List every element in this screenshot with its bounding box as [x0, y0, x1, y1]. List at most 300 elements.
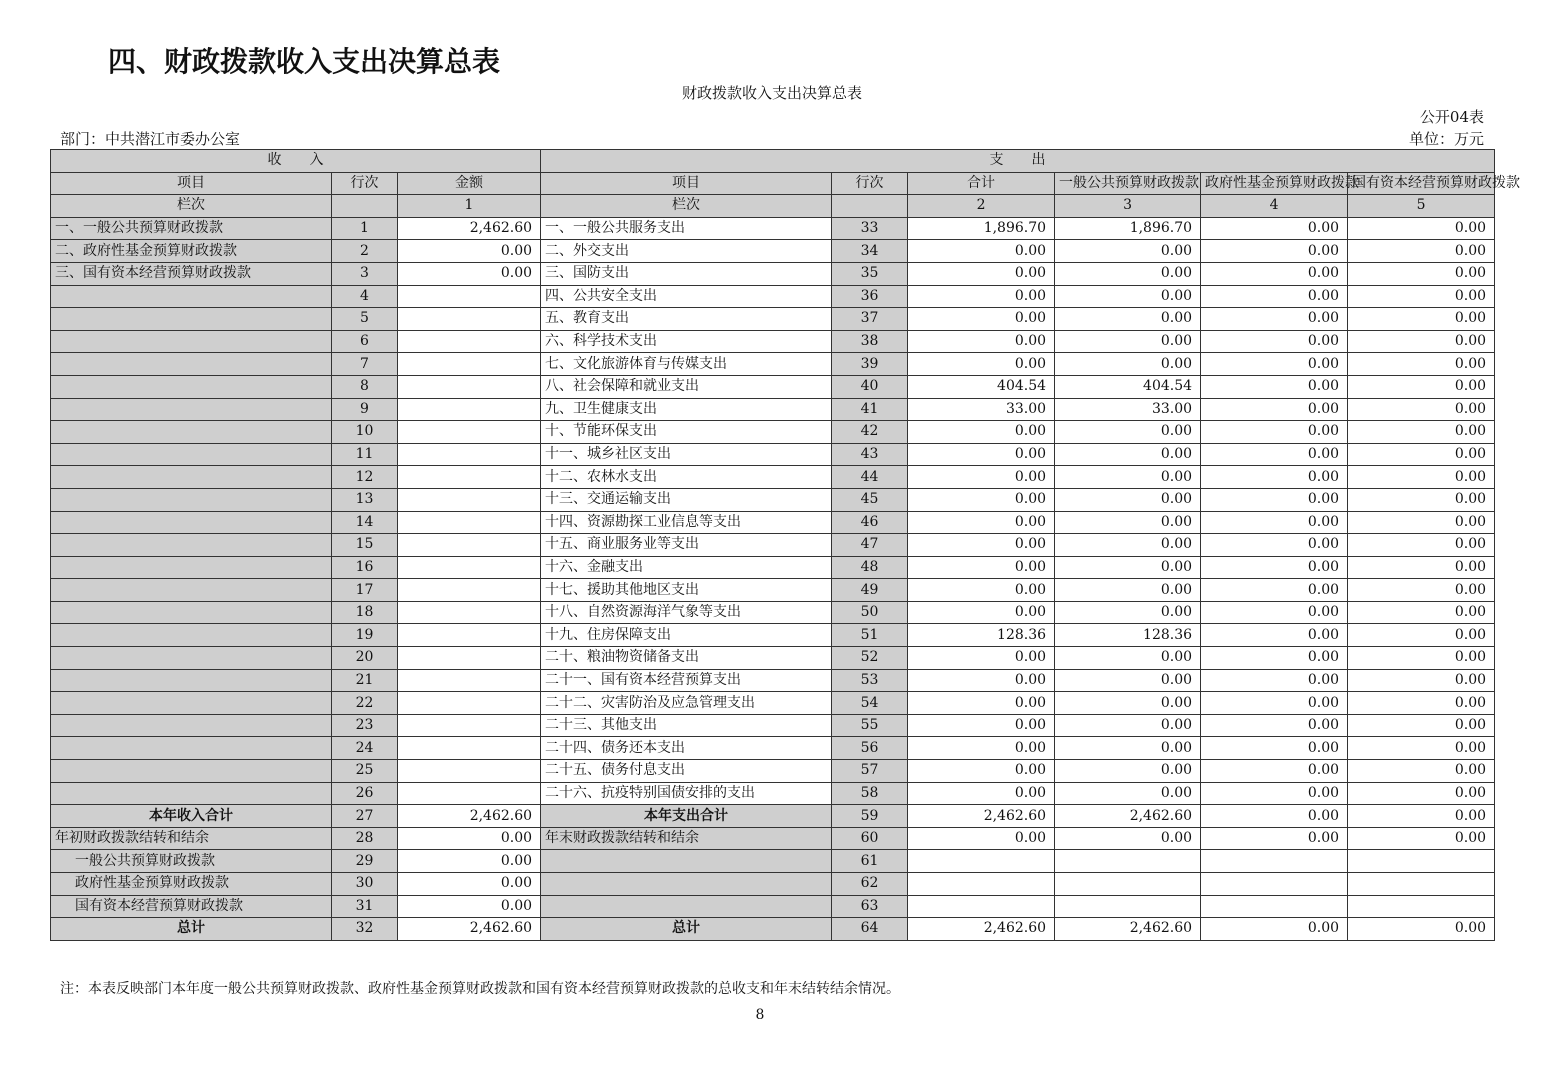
expense-total: [908, 873, 1055, 896]
income-amount: [398, 375, 541, 398]
income-row-no: 12: [332, 466, 398, 489]
col-state: 国有资本经营预算财政拨款: [1348, 172, 1495, 195]
expense-total: 0.00: [908, 511, 1055, 534]
col-expense-item: 项目: [541, 172, 832, 195]
table-row: [51, 601, 1495, 624]
table-row: [51, 353, 1495, 376]
expense-general: 0.00: [1055, 421, 1201, 444]
income-amount: 0.00: [398, 895, 541, 918]
footnote: 注：本表反映部门本年度一般公共预算财政拨款、政府性基金预算财政拨款和国有资本经营预算财政拨款的总收支和年末结转结余情况。: [60, 981, 900, 997]
income-row-no: 7: [332, 353, 398, 376]
income-amount: [398, 692, 541, 715]
expense-row-no: 55: [832, 714, 908, 737]
expense-item: 二十四、债务还本支出: [541, 737, 832, 760]
table-row: [51, 330, 1495, 353]
expense-item: [541, 850, 832, 873]
expense-total: 0.00: [908, 262, 1055, 285]
expense-item: 十九、住房保障支出: [541, 624, 832, 647]
table-row: [51, 895, 1495, 918]
income-item: [51, 692, 332, 715]
income-amount: [398, 398, 541, 421]
expense-total: 0.00: [908, 737, 1055, 760]
income-row-no: 14: [332, 511, 398, 534]
table-row: [51, 850, 1495, 873]
expense-fund: [1201, 895, 1348, 918]
income-item: [51, 488, 332, 511]
income-row-no: 4: [332, 285, 398, 308]
income-row-no: 30: [332, 873, 398, 896]
expense-item: 二十一、国有资本经营预算支出: [541, 669, 832, 692]
expense-total: 0.00: [908, 579, 1055, 602]
expense-fund: 0.00: [1201, 692, 1348, 715]
income-amount: [398, 714, 541, 737]
expense-item: 二十二、灾害防治及应急管理支出: [541, 692, 832, 715]
expense-total: 0.00: [908, 556, 1055, 579]
expense-general: 0.00: [1055, 240, 1201, 263]
income-row-no: 8: [332, 375, 398, 398]
expense-item: 六、科学技术支出: [541, 330, 832, 353]
income-row-no: 29: [332, 850, 398, 873]
income-row-no: 20: [332, 647, 398, 670]
lanci-4: 4: [1201, 195, 1348, 218]
income-item: [51, 466, 332, 489]
expense-total: 2,462.60: [908, 918, 1055, 941]
expense-fund: 0.00: [1201, 737, 1348, 760]
expense-state: [1348, 850, 1495, 873]
expense-item: 十八、自然资源海洋气象等支出: [541, 601, 832, 624]
expense-general: 0.00: [1055, 466, 1201, 489]
expense-item: 总计: [541, 918, 832, 941]
expense-row-no: 60: [832, 827, 908, 850]
expense-total: [908, 850, 1055, 873]
income-item: 三、国有资本经营预算财政拨款: [51, 262, 332, 285]
expense-general: 0.00: [1055, 353, 1201, 376]
expense-row-no: 51: [832, 624, 908, 647]
income-row-no: 18: [332, 601, 398, 624]
expense-general: 0.00: [1055, 443, 1201, 466]
income-header: 收 入: [51, 150, 541, 173]
expense-item: 二、外交支出: [541, 240, 832, 263]
income-item: [51, 285, 332, 308]
income-amount: 0.00: [398, 873, 541, 896]
expense-state: 0.00: [1348, 714, 1495, 737]
expense-state: 0.00: [1348, 398, 1495, 421]
expense-total: 0.00: [908, 827, 1055, 850]
income-row-no: 31: [332, 895, 398, 918]
expense-general: 0.00: [1055, 782, 1201, 805]
table-row: [51, 805, 1495, 828]
expense-general: 128.36: [1055, 624, 1201, 647]
income-item: [51, 714, 332, 737]
income-amount: [398, 308, 541, 331]
expense-general: 0.00: [1055, 601, 1201, 624]
income-amount: [398, 285, 541, 308]
expense-row-no: 33: [832, 217, 908, 240]
expense-item: 二十六、抗疫特别国债安排的支出: [541, 782, 832, 805]
expense-row-no: 58: [832, 782, 908, 805]
income-amount: [398, 737, 541, 760]
expense-item: 一、一般公共服务支出: [541, 217, 832, 240]
income-amount: [398, 511, 541, 534]
income-amount: 2,462.60: [398, 918, 541, 941]
income-amount: [398, 466, 541, 489]
expense-row-no: 63: [832, 895, 908, 918]
income-row-no: 23: [332, 714, 398, 737]
income-item: [51, 398, 332, 421]
income-item: 一般公共预算财政拨款: [51, 850, 332, 873]
table-row: [51, 624, 1495, 647]
lanci-3: 3: [1055, 195, 1201, 218]
income-amount: [398, 782, 541, 805]
expense-state: 0.00: [1348, 443, 1495, 466]
income-row-no: 19: [332, 624, 398, 647]
table-row: [51, 534, 1495, 557]
expense-state: 0.00: [1348, 692, 1495, 715]
budget-table: [50, 149, 1521, 941]
lanci-blank: [332, 195, 398, 218]
expense-state: 0.00: [1348, 624, 1495, 647]
table-row: [51, 782, 1495, 805]
table-row: [51, 398, 1495, 421]
expense-fund: 0.00: [1201, 782, 1348, 805]
income-item: 年初财政拨款结转和结余: [51, 827, 332, 850]
expense-row-no: 56: [832, 737, 908, 760]
table-row: [51, 579, 1495, 602]
expense-item: 九、卫生健康支出: [541, 398, 832, 421]
expense-state: 0.00: [1348, 240, 1495, 263]
expense-row-no: 53: [832, 669, 908, 692]
income-row-no: 1: [332, 217, 398, 240]
expense-item: 十二、农林水支出: [541, 466, 832, 489]
page-number: 8: [755, 1007, 765, 1023]
income-item: [51, 647, 332, 670]
expense-fund: 0.00: [1201, 624, 1348, 647]
expense-item: 十三、交通运输支出: [541, 488, 832, 511]
table-row: [51, 375, 1495, 398]
expense-total: 0.00: [908, 692, 1055, 715]
income-amount: [398, 760, 541, 783]
expense-state: 0.00: [1348, 760, 1495, 783]
expense-fund: 0.00: [1201, 330, 1348, 353]
expense-general: 0.00: [1055, 330, 1201, 353]
expense-fund: 0.00: [1201, 217, 1348, 240]
expense-row-no: 39: [832, 353, 908, 376]
income-item: 本年收入合计: [51, 805, 332, 828]
col-expense-row: 行次: [832, 172, 908, 195]
expense-total: 2,462.60: [908, 805, 1055, 828]
income-row-no: 2: [332, 240, 398, 263]
income-amount: [398, 579, 541, 602]
expense-general: 0.00: [1055, 714, 1201, 737]
expense-row-no: 37: [832, 308, 908, 331]
expense-total: 0.00: [908, 466, 1055, 489]
expense-total: 0.00: [908, 330, 1055, 353]
expense-total: 0.00: [908, 601, 1055, 624]
expense-header: 支 出: [541, 150, 1495, 173]
expense-state: 0.00: [1348, 466, 1495, 489]
expense-fund: 0.00: [1201, 285, 1348, 308]
lanci-2: 2: [908, 195, 1055, 218]
income-amount: 0.00: [398, 240, 541, 263]
expense-general: 0.00: [1055, 692, 1201, 715]
expense-item: 二十、粮油物资储备支出: [541, 647, 832, 670]
expense-row-no: 49: [832, 579, 908, 602]
expense-state: 0.00: [1348, 285, 1495, 308]
table-row: [51, 262, 1495, 285]
expense-item: 十一、城乡社区支出: [541, 443, 832, 466]
expense-general: [1055, 850, 1201, 873]
expense-state: 0.00: [1348, 579, 1495, 602]
income-amount: [398, 624, 541, 647]
lanci-1: 1: [398, 195, 541, 218]
expense-fund: 0.00: [1201, 827, 1348, 850]
expense-item: 年末财政拨款结转和结余: [541, 827, 832, 850]
income-row-no: 27: [332, 805, 398, 828]
income-amount: 2,462.60: [398, 805, 541, 828]
income-item: [51, 737, 332, 760]
expense-general: 1,896.70: [1055, 217, 1201, 240]
expense-general: 0.00: [1055, 827, 1201, 850]
col-total: 合计: [908, 172, 1055, 195]
expense-item: 七、文化旅游体育与传媒支出: [541, 353, 832, 376]
expense-row-no: 45: [832, 488, 908, 511]
expense-fund: 0.00: [1201, 308, 1348, 331]
expense-general: 0.00: [1055, 511, 1201, 534]
income-row-no: 17: [332, 579, 398, 602]
expense-total: 0.00: [908, 443, 1055, 466]
col-fund: 政府性基金预算财政拨款: [1201, 172, 1348, 195]
income-item: [51, 443, 332, 466]
expense-fund: 0.00: [1201, 353, 1348, 376]
expense-state: 0.00: [1348, 534, 1495, 557]
expense-total: 0.00: [908, 714, 1055, 737]
expense-fund: 0.00: [1201, 398, 1348, 421]
expense-fund: 0.00: [1201, 488, 1348, 511]
income-item: [51, 601, 332, 624]
income-amount: [398, 330, 541, 353]
lanci-income: 栏次: [51, 195, 332, 218]
expense-row-no: 35: [832, 262, 908, 285]
income-amount: [398, 534, 541, 557]
expense-total: 128.36: [908, 624, 1055, 647]
table-row: [51, 488, 1495, 511]
income-row-no: 15: [332, 534, 398, 557]
expense-fund: [1201, 850, 1348, 873]
col-income-amount: 金额: [398, 172, 541, 195]
expense-general: 0.00: [1055, 308, 1201, 331]
expense-row-no: 54: [832, 692, 908, 715]
income-amount: [398, 556, 541, 579]
income-item: 二、政府性基金预算财政拨款: [51, 240, 332, 263]
expense-row-no: 44: [832, 466, 908, 489]
expense-total: 0.00: [908, 760, 1055, 783]
expense-general: 0.00: [1055, 737, 1201, 760]
expense-item: 二十五、债务付息支出: [541, 760, 832, 783]
expense-fund: 0.00: [1201, 760, 1348, 783]
table-row: [51, 918, 1495, 941]
expense-total: 0.00: [908, 421, 1055, 444]
income-item: [51, 421, 332, 444]
table-row: [51, 692, 1495, 715]
expense-fund: 0.00: [1201, 375, 1348, 398]
expense-row-no: 38: [832, 330, 908, 353]
expense-total: [908, 895, 1055, 918]
expense-state: [1348, 873, 1495, 896]
expense-state: 0.00: [1348, 488, 1495, 511]
income-amount: 0.00: [398, 827, 541, 850]
expense-row-no: 59: [832, 805, 908, 828]
expense-state: 0.00: [1348, 918, 1495, 941]
income-row-no: 22: [332, 692, 398, 715]
income-row-no: 26: [332, 782, 398, 805]
income-row-no: 6: [332, 330, 398, 353]
expense-state: 0.00: [1348, 262, 1495, 285]
income-item: 国有资本经营预算财政拨款: [51, 895, 332, 918]
table-row: [51, 647, 1495, 670]
table-row: [51, 873, 1495, 896]
expense-item: 四、公共安全支出: [541, 285, 832, 308]
income-amount: [398, 601, 541, 624]
expense-item: 十、节能环保支出: [541, 421, 832, 444]
expense-total: 0.00: [908, 647, 1055, 670]
table-row: [51, 511, 1495, 534]
expense-fund: 0.00: [1201, 601, 1348, 624]
income-row-no: 10: [332, 421, 398, 444]
expense-total: 0.00: [908, 669, 1055, 692]
expense-fund: 0.00: [1201, 511, 1348, 534]
expense-state: 0.00: [1348, 556, 1495, 579]
expense-total: 0.00: [908, 534, 1055, 557]
table-row: [51, 827, 1495, 850]
expense-item: 三、国防支出: [541, 262, 832, 285]
income-item: [51, 375, 332, 398]
income-item: 一、一般公共预算财政拨款: [51, 217, 332, 240]
table-row: [51, 443, 1495, 466]
expense-row-no: 64: [832, 918, 908, 941]
expense-fund: 0.00: [1201, 443, 1348, 466]
lanci-5: 5: [1348, 195, 1495, 218]
table-row: [51, 285, 1495, 308]
expense-fund: 0.00: [1201, 240, 1348, 263]
income-row-no: 3: [332, 262, 398, 285]
expense-fund: 0.00: [1201, 714, 1348, 737]
expense-item: [541, 873, 832, 896]
income-item: [51, 330, 332, 353]
income-item: [51, 534, 332, 557]
income-item: 政府性基金预算财政拨款: [51, 873, 332, 896]
expense-general: [1055, 895, 1201, 918]
expense-row-no: 46: [832, 511, 908, 534]
income-amount: 2,462.60: [398, 217, 541, 240]
income-row-no: 9: [332, 398, 398, 421]
income-amount: [398, 353, 541, 376]
income-item: [51, 308, 332, 331]
expense-fund: 0.00: [1201, 669, 1348, 692]
income-item: [51, 353, 332, 376]
income-amount: [398, 488, 541, 511]
expense-item: 十七、援助其他地区支出: [541, 579, 832, 602]
expense-general: 0.00: [1055, 488, 1201, 511]
table-row: [51, 556, 1495, 579]
expense-state: 0.00: [1348, 353, 1495, 376]
expense-row-no: 41: [832, 398, 908, 421]
expense-fund: 0.00: [1201, 579, 1348, 602]
col-income-item: 项目: [51, 172, 332, 195]
expense-state: 0.00: [1348, 647, 1495, 670]
expense-item: 十五、商业服务业等支出: [541, 534, 832, 557]
expense-item: 五、教育支出: [541, 308, 832, 331]
income-row-no: 21: [332, 669, 398, 692]
expense-total: 33.00: [908, 398, 1055, 421]
income-row-no: 16: [332, 556, 398, 579]
expense-state: 0.00: [1348, 375, 1495, 398]
expense-general: 0.00: [1055, 669, 1201, 692]
expense-total: 0.00: [908, 308, 1055, 331]
income-item: [51, 782, 332, 805]
expense-general: [1055, 873, 1201, 896]
income-item: [51, 556, 332, 579]
table-row: [51, 217, 1495, 240]
income-item: [51, 624, 332, 647]
expense-item: [541, 895, 832, 918]
page-title: 四、财政拨款收入支出决算总表: [108, 45, 501, 78]
expense-general: 0.00: [1055, 285, 1201, 308]
expense-fund: 0.00: [1201, 556, 1348, 579]
expense-item: 十四、资源勘探工业信息等支出: [541, 511, 832, 534]
expense-state: 0.00: [1348, 421, 1495, 444]
expense-general: 0.00: [1055, 534, 1201, 557]
expense-item: 十六、金融支出: [541, 556, 832, 579]
col-general: 一般公共预算财政拨款: [1055, 172, 1201, 195]
expense-state: 0.00: [1348, 330, 1495, 353]
expense-total: 1,896.70: [908, 217, 1055, 240]
expense-state: 0.00: [1348, 827, 1495, 850]
table-row: [51, 240, 1495, 263]
income-item: [51, 511, 332, 534]
expense-fund: 0.00: [1201, 918, 1348, 941]
income-item: 总计: [51, 918, 332, 941]
expense-item: 本年支出合计: [541, 805, 832, 828]
expense-total: 0.00: [908, 782, 1055, 805]
expense-row-no: 36: [832, 285, 908, 308]
expense-state: 0.00: [1348, 782, 1495, 805]
expense-row-no: 50: [832, 601, 908, 624]
expense-fund: 0.00: [1201, 647, 1348, 670]
expense-general: 2,462.60: [1055, 918, 1201, 941]
table-row: [51, 421, 1495, 444]
lanci-blank: [832, 195, 908, 218]
table-row: [51, 714, 1495, 737]
income-amount: [398, 669, 541, 692]
expense-state: 0.00: [1348, 511, 1495, 534]
expense-state: 0.00: [1348, 217, 1495, 240]
income-row-no: 5: [332, 308, 398, 331]
table-row: [51, 308, 1495, 331]
table-row: [51, 737, 1495, 760]
income-amount: 0.00: [398, 262, 541, 285]
expense-general: 0.00: [1055, 556, 1201, 579]
expense-fund: 0.00: [1201, 262, 1348, 285]
expense-state: 0.00: [1348, 308, 1495, 331]
income-row-no: 28: [332, 827, 398, 850]
income-item: [51, 579, 332, 602]
expense-state: 0.00: [1348, 669, 1495, 692]
expense-fund: [1201, 873, 1348, 896]
expense-row-no: 42: [832, 421, 908, 444]
expense-row-no: 52: [832, 647, 908, 670]
income-item: [51, 669, 332, 692]
expense-state: 0.00: [1348, 805, 1495, 828]
